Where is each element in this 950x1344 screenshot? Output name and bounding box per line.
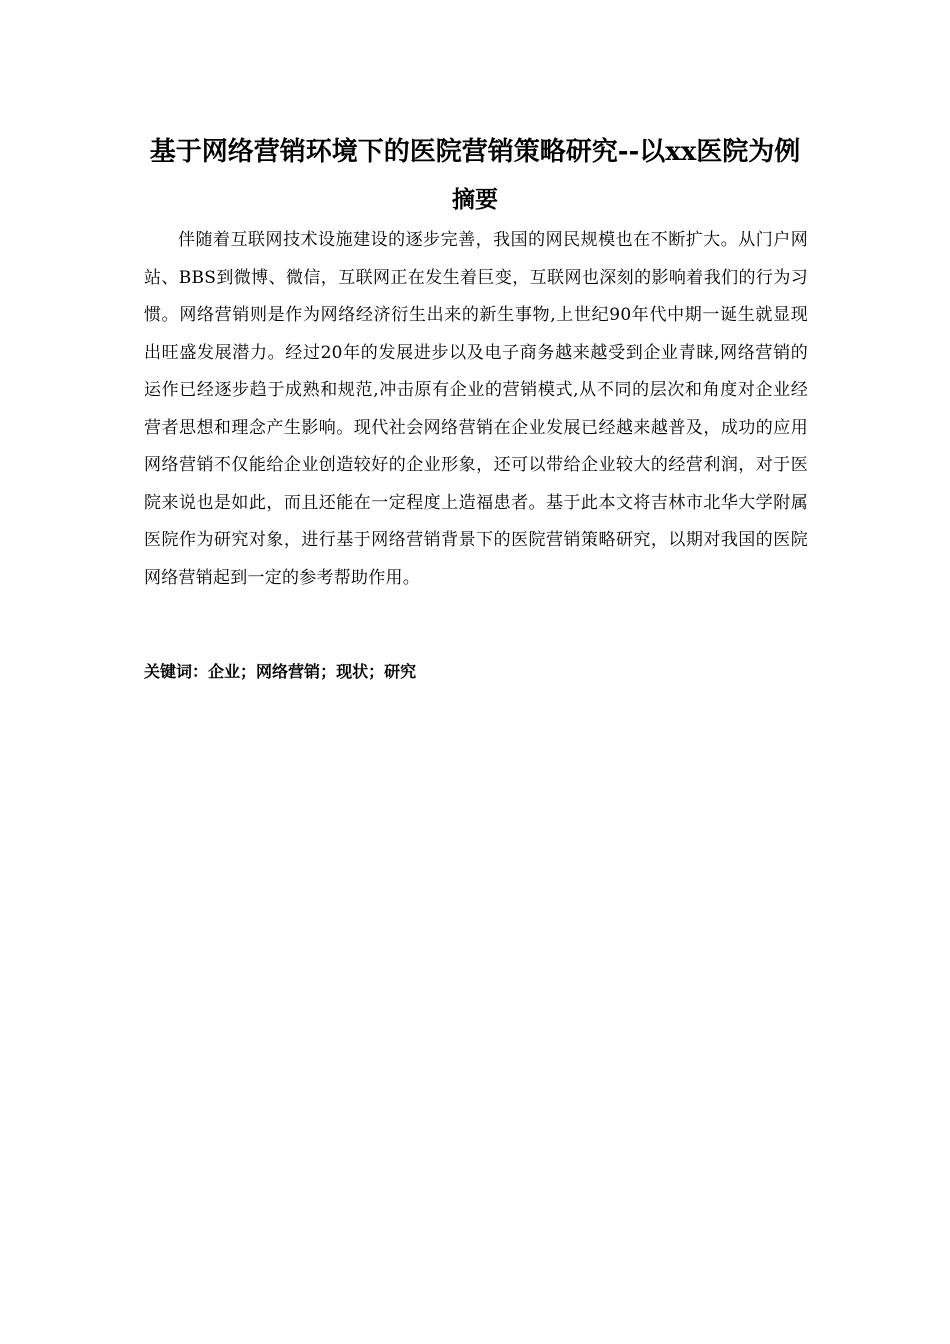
document-title: 基于网络营销环境下的医院营销策略研究--以xx医院为例 [149, 137, 801, 167]
keyword-item: 研究 [384, 662, 417, 681]
abstract-paragraph: 伴随着互联网技术设施建设的逐步完善，我国的网民规模也在不断扩大。从门户网站、BBS到微博、微信，互联网正在发生着巨变，互联网也深刻的影响着我们的行为习惯。网络营销则是作为网络经济衍生出来的新生事物,上世纪90年代中期一诞生就显现出旺盛发展潜力。经过20年的发展进步以及电子商务越来越受到企业青睐,网络营销的运作已经逐步趋于成熟和规范,冲击原有企业的营销模式,从不同的层次和角度对企业经营者思想和理念产生影响。现代社会网络营销在企业发展已经越来越普及，成功的应用网络营销不仅能给企业创造较好的企业形象，还可以带给企业较大的经营利润，对于医院来说也是如此，而且还能在一定程度上造福患者。基于此本文将吉林市北华大学附属医院作为研究对象，进行基于网络营销背景下的医院营销策略研究，以期对我国的医院网络营销起到一定的参考帮助作用。 [144, 230, 808, 588]
keyword-item: 现状 [336, 662, 369, 681]
keyword-separator: ； [320, 662, 337, 681]
keyword-item: 网络营销 [256, 662, 321, 681]
keywords-line [144, 657, 808, 687]
keywords-label: 关键词： [144, 662, 209, 681]
keyword-separator: ； [368, 662, 385, 681]
keyword-item: 企业 [208, 662, 241, 681]
abstract-heading: 摘要 [452, 186, 498, 213]
keyword-separator: ； [240, 662, 257, 681]
